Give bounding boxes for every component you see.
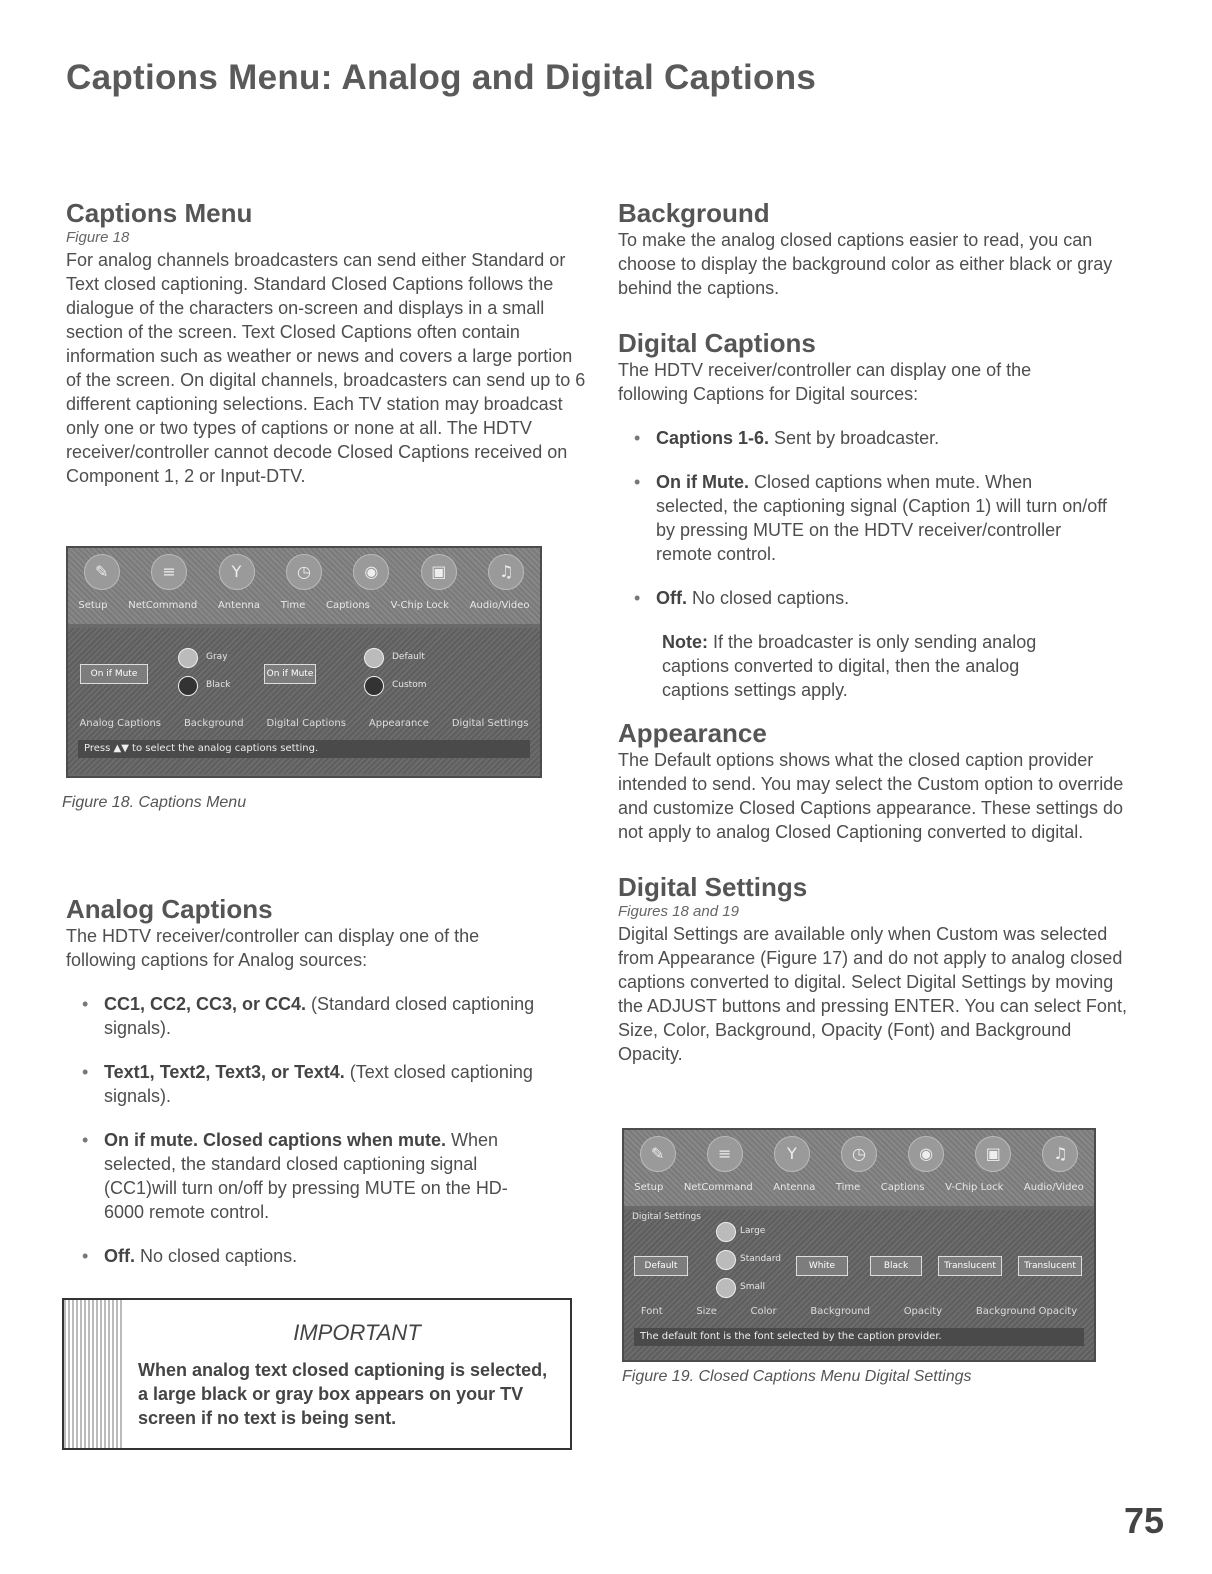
- appearance-heading: Appearance: [618, 718, 767, 748]
- digital-captions-list: [618, 426, 1108, 610]
- footer-digital-captions: Digital Captions: [266, 718, 346, 729]
- menu-footer: [68, 718, 540, 729]
- setup-icon: ✎: [84, 554, 120, 590]
- menu-hint: The default font is the font selected by the caption provider.: [634, 1328, 1084, 1346]
- left-column: [66, 198, 606, 488]
- tab-captions: Captions: [880, 1182, 925, 1193]
- analog-captions-intro: The HDTV receiver/controller can display one of the following captions for Analog sources:: [66, 926, 480, 970]
- figure-19-caption: Figure 19. Closed Captions Menu Digital Settings: [622, 1368, 972, 1385]
- setup-icon: ✎: [640, 1136, 676, 1172]
- footer-font: Font: [640, 1306, 663, 1317]
- size-large-dot: [716, 1222, 736, 1242]
- custom-option-label: Custom: [392, 680, 427, 690]
- tab-captions: Captions: [326, 600, 370, 611]
- default-option-dot: [364, 648, 384, 668]
- footer-analog-captions: Analog Captions: [79, 718, 162, 729]
- important-title: IMPORTANT: [293, 1320, 421, 1345]
- black-option-dot: [178, 676, 198, 696]
- page-number: 75: [1123, 1500, 1164, 1541]
- analog-captions-box: On if Mute: [80, 664, 148, 684]
- netcommand-icon: ≡: [707, 1136, 743, 1172]
- tab-setup: Setup: [78, 600, 108, 611]
- list-item: • Off. No closed captions.: [66, 1244, 536, 1268]
- digital-captions-heading: Digital Captions: [618, 328, 816, 358]
- audio-video-icon: ♫: [1042, 1136, 1078, 1172]
- digital-settings-heading: Digital Settings: [618, 872, 808, 902]
- footer-size: Size: [696, 1306, 717, 1317]
- important-text: When analog text closed captioning is selected, a large black or gray box appears on your TV screen if no text is being sent.: [138, 1360, 548, 1428]
- list-item: • Text1, Text2, Text3, or Text4. (Text closed captioning signals).: [66, 1060, 536, 1108]
- lock-icon: ▣: [421, 554, 457, 590]
- menu-footer: [624, 1306, 1094, 1317]
- gray-option-dot: [178, 648, 198, 668]
- tab-setup: Setup: [634, 1182, 664, 1193]
- tab-netcommand: NetCommand: [128, 600, 198, 611]
- antenna-icon: Y: [774, 1136, 810, 1172]
- figure-18-caption: Figure 18. Captions Menu: [62, 794, 247, 811]
- lock-icon: ▣: [975, 1136, 1011, 1172]
- analog-captions-section: [66, 894, 586, 1268]
- figure-18-screenshot: [66, 546, 542, 778]
- antenna-icon: Y: [219, 554, 255, 590]
- size-standard-label: Standard: [740, 1254, 781, 1264]
- font-default-box: Default: [634, 1256, 688, 1276]
- footer-opacity: Opacity: [903, 1306, 943, 1317]
- captions-icon: ◉: [353, 554, 389, 590]
- tab-vchip-lock: V-Chip Lock: [390, 600, 449, 611]
- menu-topbar: [68, 548, 540, 624]
- tab-netcommand: NetCommand: [683, 1182, 753, 1193]
- tab-audio-video: Audio/Video: [469, 600, 530, 611]
- list-item: • CC1, CC2, CC3, or CC4. (Standard closed captioning signals).: [66, 992, 536, 1040]
- digital-settings-figure-ref: Figures 18 and 19: [618, 903, 739, 920]
- footer-background-opacity: Background Opacity: [975, 1306, 1078, 1317]
- background-body: To make the analog closed captions easier to read, you can choose to display the background color as either black or gray behind the captions.: [618, 230, 1113, 298]
- tab-antenna: Antenna: [217, 600, 261, 611]
- size-small-label: Small: [740, 1282, 765, 1292]
- custom-option-dot: [364, 676, 384, 696]
- menu-topbar: [624, 1130, 1094, 1206]
- digital-settings-body: Digital Settings are available only when Custom was selected from Appearance (Figure 17) and do not apply to analog closed captions converted to digital. Select Digital Settings by moving the ADJUST buttons and pressing ENTER. You can select Font, Size, Color, Background, Opacity (Font) and Background Opacity.: [618, 924, 1127, 1064]
- menu-body: [68, 628, 540, 774]
- right-column: [618, 198, 1128, 1066]
- captions-menu-heading: Captions Menu: [66, 198, 253, 228]
- list-item: • Captions 1-6. Sent by broadcaster.: [618, 426, 1108, 450]
- tab-antenna: Antenna: [773, 1182, 816, 1193]
- size-standard-dot: [716, 1250, 736, 1270]
- size-large-label: Large: [740, 1226, 766, 1236]
- tab-vchip-lock: V-Chip Lock: [945, 1182, 1004, 1193]
- digital-captions-box: On if Mute: [264, 664, 316, 684]
- background-heading: Background: [618, 198, 770, 228]
- captions-menu-body: For analog channels broadcasters can send either Standard or Text closed captioning. Standard Closed Captions follows the dialogue of the characters on-screen and displays in a small section of the screen. Text Closed Captions often contain information such as weather or news and covers a large portion of the screen. On digital channels, broadcasters can send up to 6 different captioning selections. Each TV station may broadcast only one or two types of captions or none at all. The HDTV receiver/controller cannot decode Closed Captions received on Component 1, 2 or Input-DTV.: [66, 250, 586, 486]
- black-option-label: Black: [206, 680, 231, 690]
- time-icon: ◷: [286, 554, 322, 590]
- footer-appearance: Appearance: [368, 718, 429, 729]
- tab-time: Time: [280, 600, 306, 611]
- default-option-label: Default: [392, 652, 425, 662]
- gray-option-label: Gray: [206, 652, 228, 662]
- menu-hint: Press ▲▼ to select the analog captions setting.: [78, 740, 530, 758]
- digital-settings-section-label: Digital Settings: [632, 1212, 701, 1222]
- page-title: Captions Menu: Analog and Digital Captions: [66, 58, 817, 97]
- size-small-dot: [716, 1278, 736, 1298]
- analog-captions-list: [66, 992, 536, 1268]
- background-opacity-translucent-box: Translucent: [1018, 1256, 1082, 1276]
- analog-captions-heading: Analog Captions: [66, 894, 273, 924]
- tab-audio-video: Audio/Video: [1023, 1182, 1084, 1193]
- digital-captions-intro: The HDTV receiver/controller can display one of the following Captions for Digital sources:: [618, 360, 1032, 404]
- footer-digital-settings: Digital Settings: [451, 718, 529, 729]
- captions-icon: ◉: [908, 1136, 944, 1172]
- important-box: [62, 1298, 572, 1450]
- figure-19-screenshot: [622, 1128, 1096, 1362]
- list-item: • On if mute. Closed captions when mute. When selected, the standard closed captioning signal (CC1)will turn on/off by pressing MUTE on the HD-6000 remote control.: [66, 1128, 536, 1224]
- time-icon: ◷: [841, 1136, 877, 1172]
- footer-color: Color: [750, 1306, 777, 1317]
- opacity-translucent-box: Translucent: [938, 1256, 1002, 1276]
- tab-time: Time: [835, 1182, 861, 1193]
- background-black-box: Black: [870, 1256, 922, 1276]
- footer-background: Background: [183, 718, 244, 729]
- audio-video-icon: ♫: [488, 554, 524, 590]
- appearance-body: The Default options shows what the closed caption provider intended to send. You may select the Custom option to override and customize Closed Captions appearance. These settings do not apply to analog Closed Captioning converted to digital.: [618, 750, 1124, 842]
- netcommand-icon: ≡: [151, 554, 187, 590]
- list-item: • On if Mute. Closed captions when mute. When selected, the captioning signal (Caption 1) will turn on/off by pressing MUTE on the HDTV receiver/controller remote control.: [618, 470, 1108, 566]
- footer-background: Background: [810, 1306, 870, 1317]
- digital-captions-note: Note: If the broadcaster is only sending analog captions converted to digital, then the analog captions settings apply.: [662, 632, 1037, 700]
- list-item: • Off. No closed captions.: [618, 586, 1108, 610]
- captions-menu-figure-ref: Figure 18: [66, 229, 130, 246]
- menu-body: [624, 1210, 1094, 1360]
- color-white-box: White: [796, 1256, 848, 1276]
